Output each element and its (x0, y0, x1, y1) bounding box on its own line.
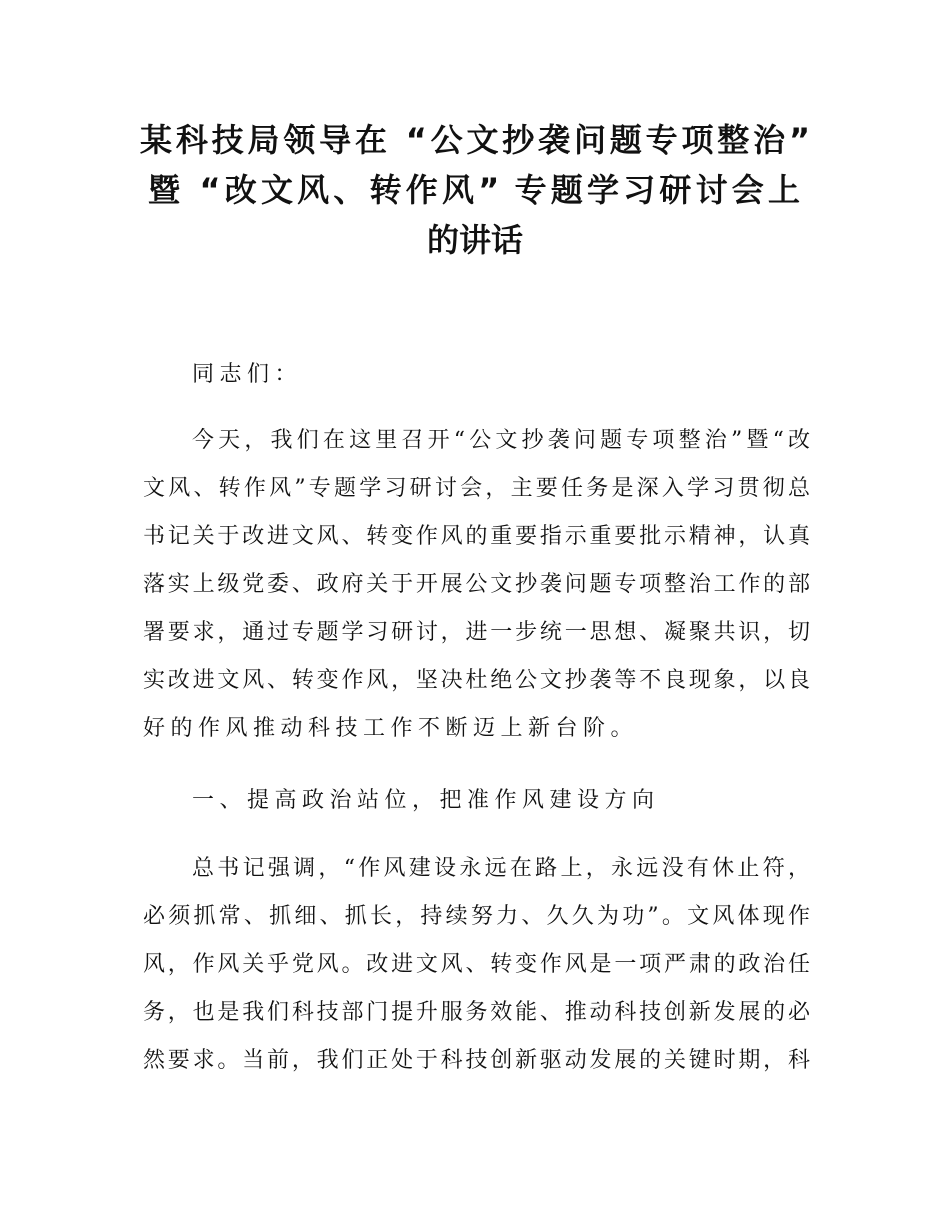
paragraph-line: 书记关于改进文风、转变作风的重要指示重要批示精神，认真 (143, 524, 810, 549)
paragraph-line: 今天，我们在这里召开“公文抄袭问题专项整治”暨“改 (192, 428, 810, 453)
greeting (143, 351, 810, 399)
paragraph-line: 落实上级党委、政府关于开展公文抄袭问题专项整治工作的部 (143, 572, 810, 597)
section-heading-text: 一、提高政治站位，把准作风建设方向 (192, 788, 660, 813)
paragraph-line: 总书记强调，“作风建设永远在路上，永远没有休止符， (192, 856, 810, 881)
paragraph-1 (143, 417, 810, 753)
paragraph-line: 署要求，通过专题学习研讨，进一步统一思想、凝聚共识，切 (143, 620, 810, 645)
title-line: 某科技局领导在 “公文抄袭问题专项整治” (140, 121, 810, 159)
document-title (140, 115, 810, 265)
section-heading-1 (143, 777, 810, 825)
title-line: 的讲话 (426, 221, 523, 259)
paragraph-2 (143, 845, 810, 1085)
paragraph-line: 务，也是我们科技部门提升服务效能、推动科技创新发展的必 (143, 1000, 810, 1025)
paragraph-line: 然要求。当前，我们正处于科技创新驱动发展的关键时期，科 (143, 1048, 810, 1073)
paragraph-line: 好的作风推动科技工作不断迈上新台阶。 (143, 716, 639, 741)
paragraph-line: 实改进文风、转变作风，坚决杜绝公文抄袭等不良现象，以良 (143, 668, 810, 693)
greeting-text: 同志们： (192, 362, 303, 387)
paragraph-line: 文风、转作风”专题学习研讨会，主要任务是深入学习贯彻总 (143, 476, 810, 501)
paragraph-line: 必须抓常、抓细、抓长，持续努力、久久为功”。文风体现作 (143, 904, 810, 929)
paragraph-line: 风，作风关乎党风。改进文风、转变作风是一项严肃的政治任 (143, 952, 810, 977)
title-line: 暨 “改文风、转作风” 专题学习研讨会上 (148, 171, 800, 209)
